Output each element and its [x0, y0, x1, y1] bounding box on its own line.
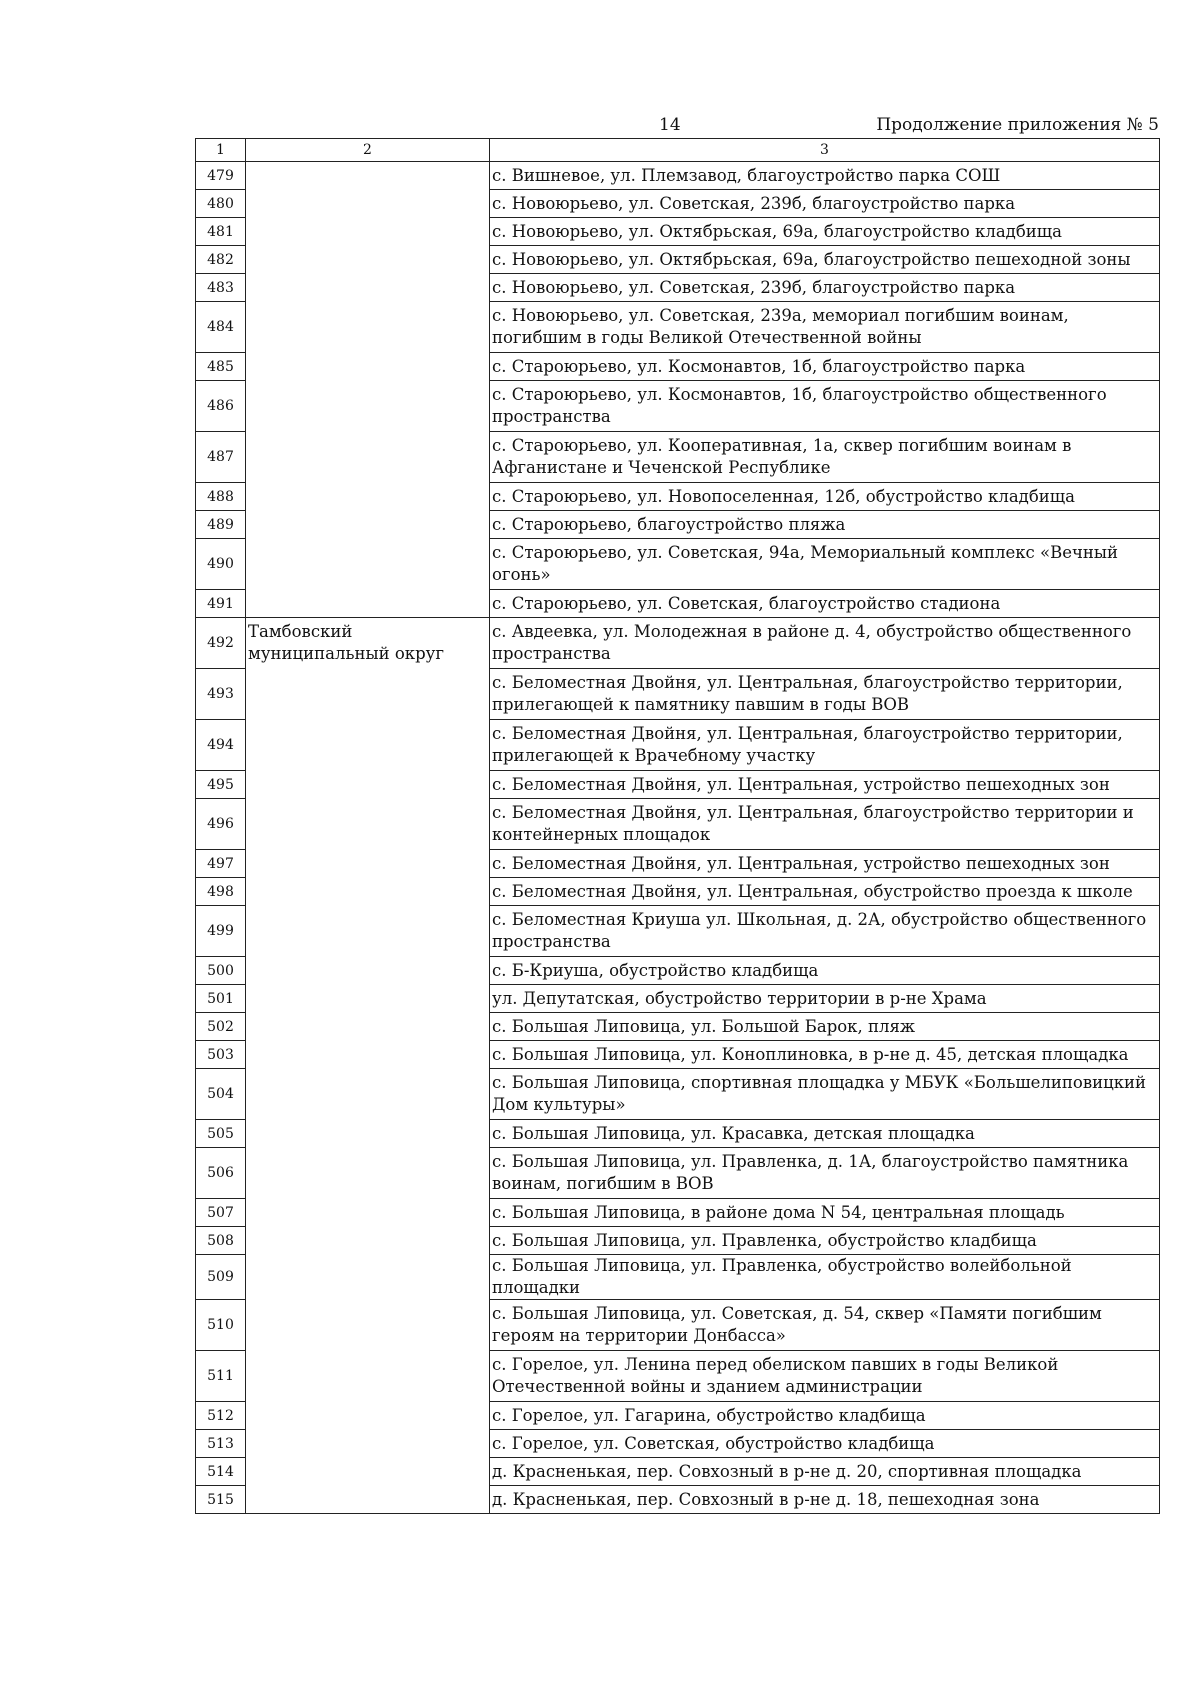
- row-number-cell: 515: [196, 1486, 246, 1514]
- object-description-cell: с. Новоюрьево, ул. Советская, 239б, благоустройство парка: [490, 274, 1160, 302]
- object-description-cell: с. Беломестная Криуша ул. Школьная, д. 2А, обустройство общественного пространства: [490, 906, 1160, 957]
- row-number-cell: 512: [196, 1402, 246, 1430]
- district-cell: [246, 162, 490, 618]
- object-description-cell: с. Большая Липовица, в районе дома N 54, центральная площадь: [490, 1199, 1160, 1227]
- row-number-cell: 482: [196, 246, 246, 274]
- row-number-cell: 493: [196, 669, 246, 720]
- table-row: [196, 162, 1160, 190]
- district-cell: Тамбовский муниципальный округ: [246, 618, 490, 1514]
- object-description-cell: с. Новоюрьево, ул. Октябрьская, 69а, благоустройство кладбища: [490, 218, 1160, 246]
- object-description-cell: с. Авдеевка, ул. Молодежная в районе д. 4, обустройство общественного пространства: [490, 618, 1160, 669]
- row-number-cell: 509: [196, 1255, 246, 1300]
- row-number-cell: 486: [196, 381, 246, 432]
- row-number-cell: 490: [196, 539, 246, 590]
- object-description-cell: с. Большая Липовица, ул. Коноплиновка, в р-не д. 45, детская площадка: [490, 1041, 1160, 1069]
- object-description-cell: д. Красненькая, пер. Совхозный в р-не д. 18, пешеходная зона: [490, 1486, 1160, 1514]
- object-description-cell: с. Горелое, ул. Ленина перед обелиском павших в годы Великой Отечественной войны и зданием администрации: [490, 1351, 1160, 1402]
- object-description-cell: с. Большая Липовица, ул. Правленка, обустройство кладбища: [490, 1227, 1160, 1255]
- page-number: 14: [659, 115, 681, 135]
- object-description-cell: с. Большая Липовица, спортивная площадка у МБУК «Большелиповицкий Дом культуры»: [490, 1069, 1160, 1120]
- row-number-cell: 487: [196, 432, 246, 483]
- row-number-cell: 510: [196, 1300, 246, 1351]
- row-number-cell: 491: [196, 590, 246, 618]
- row-number-cell: 496: [196, 799, 246, 850]
- row-number-cell: 484: [196, 302, 246, 353]
- object-description-cell: с. Б-Криуша, обустройство кладбища: [490, 957, 1160, 985]
- row-number-cell: 495: [196, 771, 246, 799]
- row-number-cell: 480: [196, 190, 246, 218]
- object-description-cell: с. Староюрьево, ул. Космонавтов, 1б, благоустройство парка: [490, 353, 1160, 381]
- object-description-cell: с. Большая Липовица, ул. Советская, д. 54, сквер «Памяти погибшим героям на территории Донбасса»: [490, 1300, 1160, 1351]
- object-description-cell: с. Беломестная Двойня, ул. Центральная, благоустройство территории, прилегающей к памятнику павшим в годы ВОВ: [490, 669, 1160, 720]
- column-header-district: 2: [246, 139, 490, 162]
- row-number-cell: 498: [196, 878, 246, 906]
- object-description-cell: с. Староюрьево, благоустройство пляжа: [490, 511, 1160, 539]
- row-number-cell: 506: [196, 1148, 246, 1199]
- object-description-cell: с. Новоюрьево, ул. Советская, 239б, благоустройство парка: [490, 190, 1160, 218]
- row-number-cell: 494: [196, 720, 246, 771]
- row-number-cell: 500: [196, 957, 246, 985]
- object-description-cell: с. Староюрьево, ул. Советская, 94а, Мемориальный комплекс «Вечный огонь»: [490, 539, 1160, 590]
- row-number-cell: 514: [196, 1458, 246, 1486]
- table-header-row: [196, 139, 1160, 162]
- object-description-cell: с. Беломестная Двойня, ул. Центральная, благоустройство территории и контейнерных площадок: [490, 799, 1160, 850]
- object-description-cell: с. Горелое, ул. Советская, обустройство кладбища: [490, 1430, 1160, 1458]
- object-description-cell: с. Вишневое, ул. Племзавод, благоустройство парка СОШ: [490, 162, 1160, 190]
- row-number-cell: 479: [196, 162, 246, 190]
- row-number-cell: 508: [196, 1227, 246, 1255]
- object-description-cell: с. Староюрьево, ул. Кооперативная, 1а, сквер погибшим воинам в Афганистане и Чеченской Республике: [490, 432, 1160, 483]
- row-number-cell: 492: [196, 618, 246, 669]
- object-description-cell: д. Красненькая, пер. Совхозный в р-не д. 20, спортивная площадка: [490, 1458, 1160, 1486]
- object-description-cell: с. Староюрьево, ул. Космонавтов, 1б, благоустройство общественного пространства: [490, 381, 1160, 432]
- row-number-cell: 502: [196, 1013, 246, 1041]
- object-description-cell: с. Большая Липовица, ул. Красавка, детская площадка: [490, 1120, 1160, 1148]
- object-description-cell: с. Староюрьево, ул. Новопоселенная, 12б, обустройство кладбища: [490, 483, 1160, 511]
- column-header-description: 3: [490, 139, 1160, 162]
- object-description-cell: с. Большая Липовица, ул. Большой Барок, пляж: [490, 1013, 1160, 1041]
- row-number-cell: 507: [196, 1199, 246, 1227]
- row-number-cell: 499: [196, 906, 246, 957]
- row-number-cell: 505: [196, 1120, 246, 1148]
- row-number-cell: 501: [196, 985, 246, 1013]
- page-header: [195, 114, 1159, 136]
- object-description-cell: с. Беломестная Двойня, ул. Центральная, благоустройство территории, прилегающей к Врачебному участку: [490, 720, 1160, 771]
- object-description-cell: с. Староюрьево, ул. Советская, благоустройство стадиона: [490, 590, 1160, 618]
- row-number-cell: 485: [196, 353, 246, 381]
- row-number-cell: 503: [196, 1041, 246, 1069]
- objects-table: [195, 138, 1160, 1514]
- row-number-cell: 497: [196, 850, 246, 878]
- appendix-continuation-label: Продолжение приложения № 5: [876, 115, 1159, 135]
- row-number-cell: 504: [196, 1069, 246, 1120]
- object-description-cell: с. Новоюрьево, ул. Советская, 239а, мемориал погибшим воинам, погибшим в годы Великой Отечественной войны: [490, 302, 1160, 353]
- table-row: [196, 618, 1160, 669]
- row-number-cell: 489: [196, 511, 246, 539]
- row-number-cell: 483: [196, 274, 246, 302]
- column-header-number: 1: [196, 139, 246, 162]
- object-description-cell: с. Горелое, ул. Гагарина, обустройство кладбища: [490, 1402, 1160, 1430]
- row-number-cell: 511: [196, 1351, 246, 1402]
- object-description-cell: с. Беломестная Двойня, ул. Центральная, устройство пешеходных зон: [490, 771, 1160, 799]
- object-description-cell: с. Большая Липовица, ул. Правленка, д. 1А, благоустройство памятника воинам, погибшим в ВОВ: [490, 1148, 1160, 1199]
- object-description-cell: ул. Депутатская, обустройство территории в р-не Храма: [490, 985, 1160, 1013]
- objects-table-body: [196, 139, 1160, 1514]
- row-number-cell: 513: [196, 1430, 246, 1458]
- object-description-cell: с. Беломестная Двойня, ул. Центральная, обустройство проезда к школе: [490, 878, 1160, 906]
- row-number-cell: 488: [196, 483, 246, 511]
- object-description-cell: с. Беломестная Двойня, ул. Центральная, устройство пешеходных зон: [490, 850, 1160, 878]
- object-description-cell: с. Новоюрьево, ул. Октябрьская, 69а, благоустройство пешеходной зоны: [490, 246, 1160, 274]
- row-number-cell: 481: [196, 218, 246, 246]
- object-description-cell: с. Большая Липовица, ул. Правленка, обустройство волейбольной площадки: [490, 1255, 1160, 1300]
